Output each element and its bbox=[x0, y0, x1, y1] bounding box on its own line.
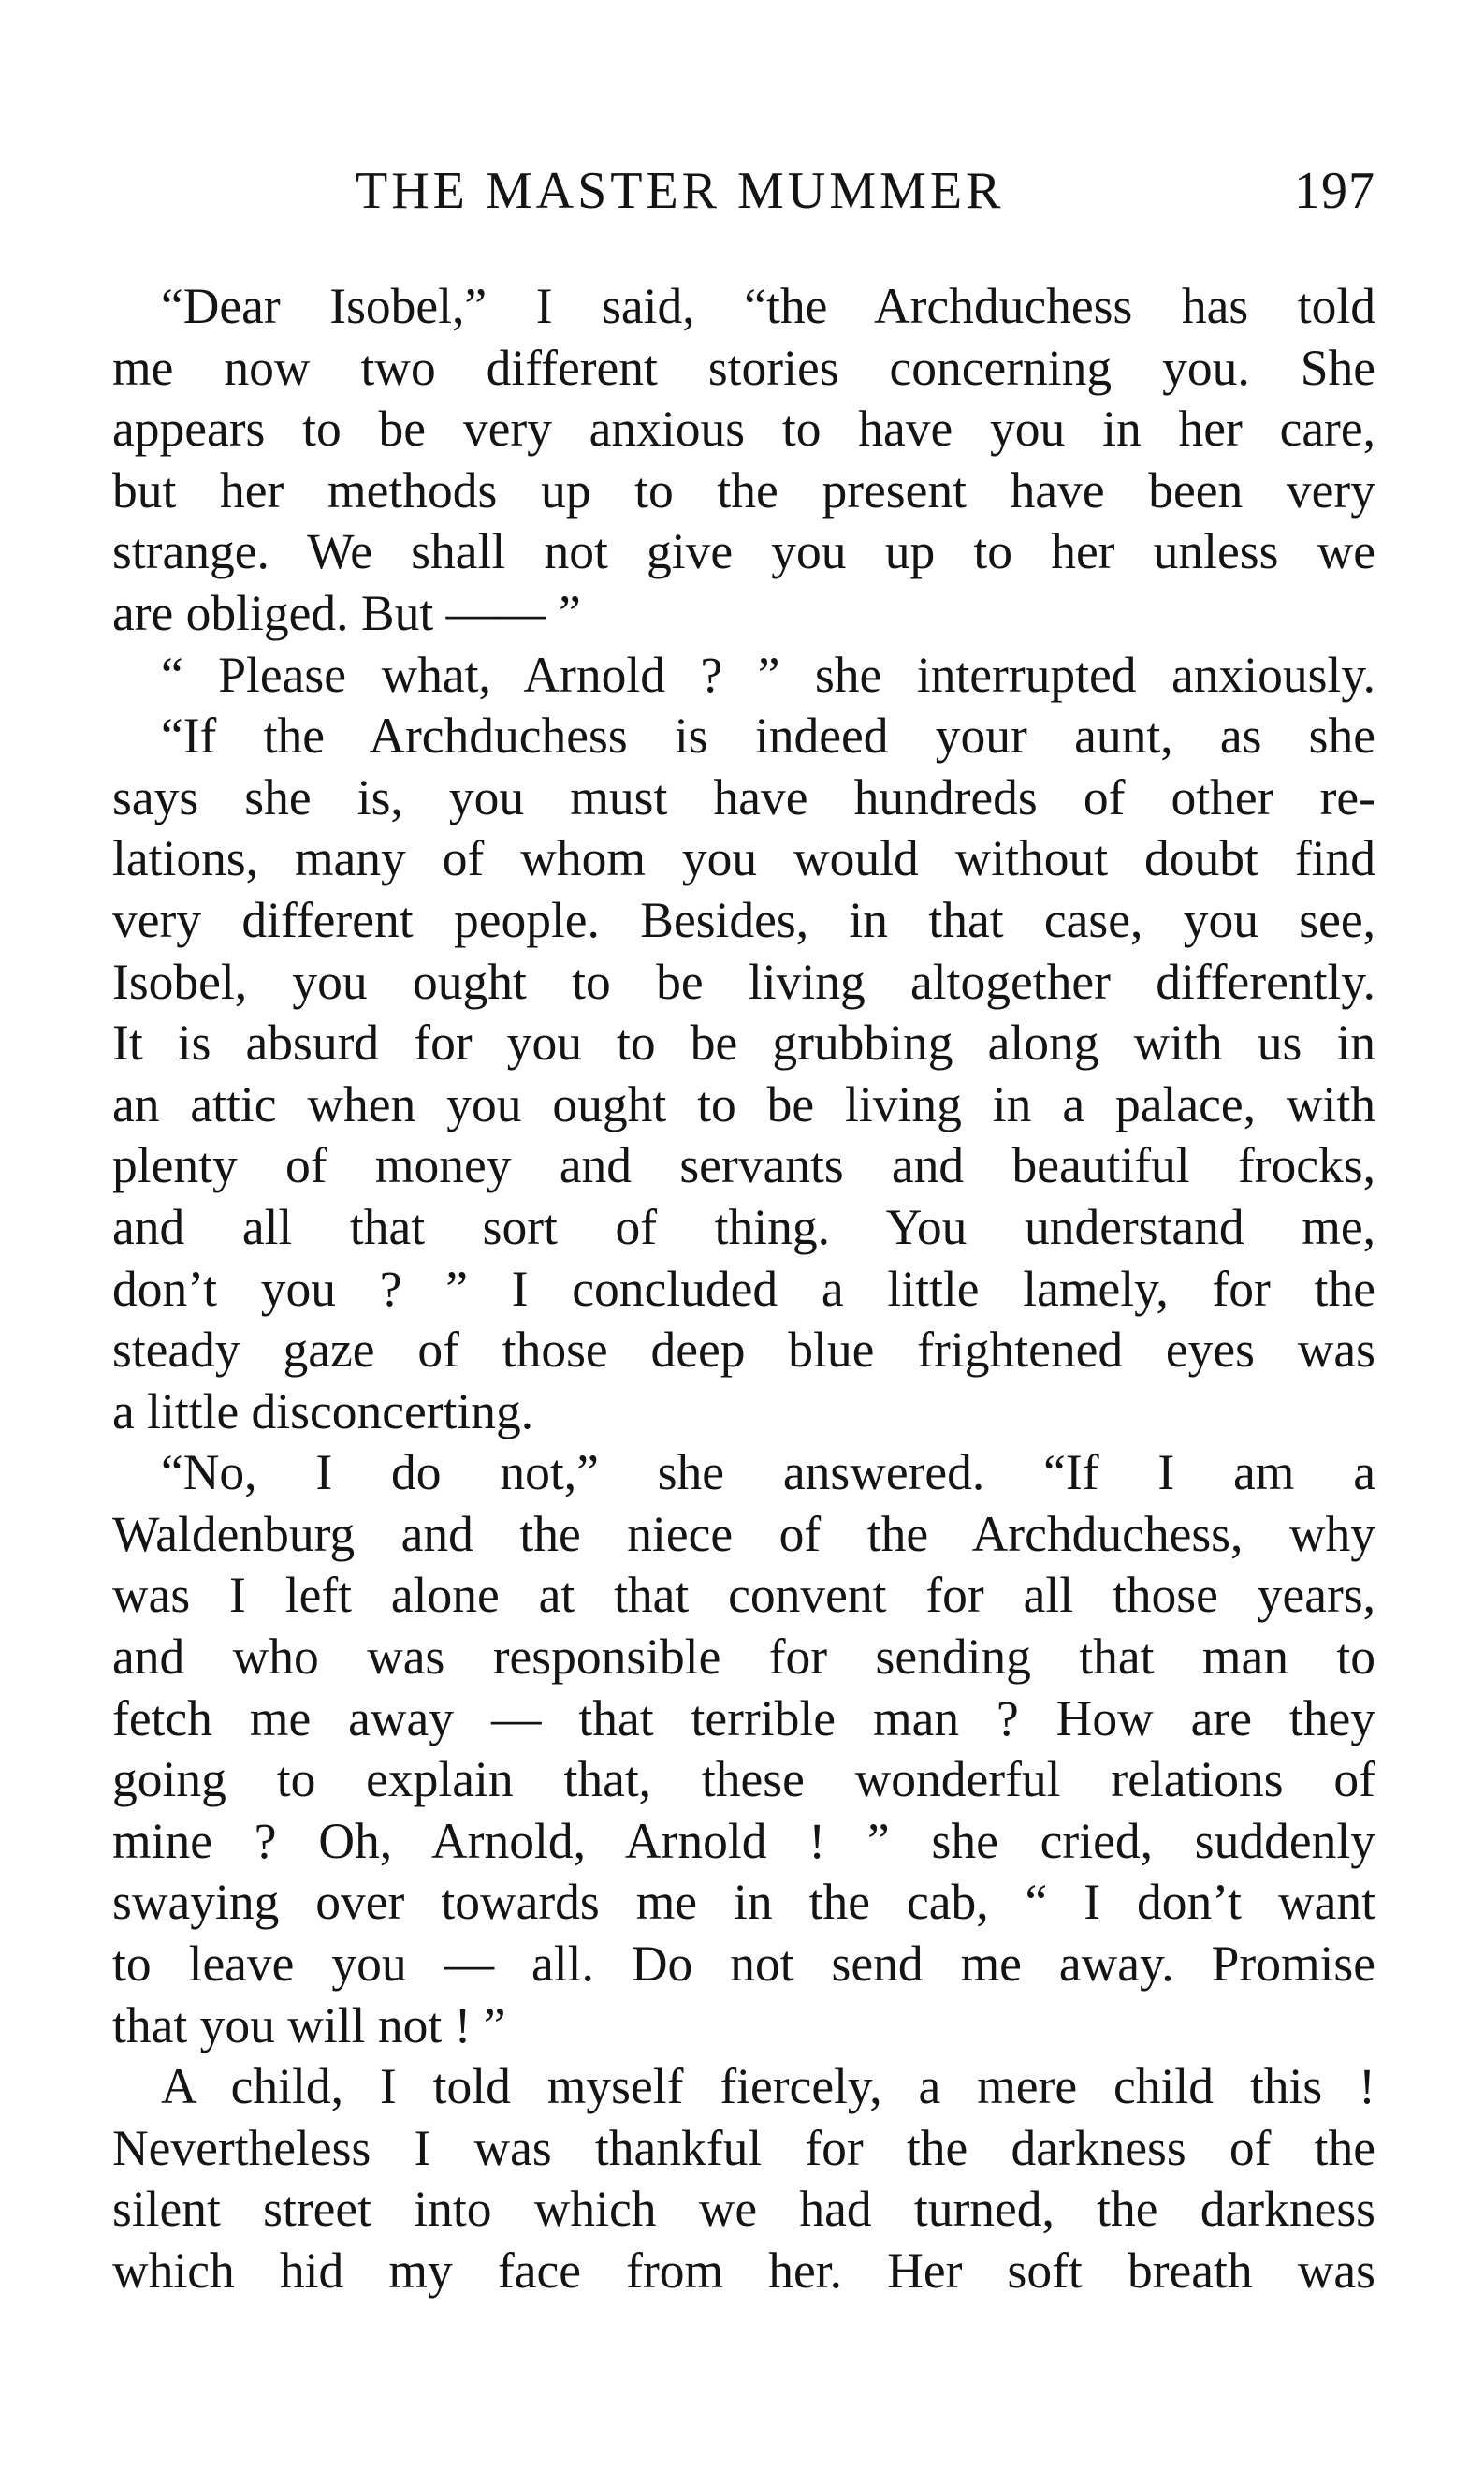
text-line: an attic when you ought to be living in a palace, with bbox=[112, 1075, 1375, 1132]
text-line: appears to be very anxious to have you in her care, bbox=[112, 401, 1375, 458]
text-line: Waldenburg and the niece of the Archduchess, why bbox=[112, 1505, 1375, 1562]
text-line: was I left alone at that convent for all those years, bbox=[112, 1567, 1375, 1624]
text-line: “No, I do not,” she answered. “If I am a bbox=[161, 1444, 1375, 1501]
text-line: “Dear Isobel,” I said, “the Archduchess has told bbox=[161, 278, 1375, 334]
text-line: steady gaze of those deep blue frightened eyes was bbox=[112, 1322, 1375, 1379]
text-line: to leave you — all. Do not send me away. Promise bbox=[112, 1936, 1375, 1993]
text-line: A child, I told myself fiercely, a mere child this ! bbox=[161, 2058, 1375, 2115]
text-line: plenty of money and servants and beautiful frocks, bbox=[112, 1137, 1375, 1194]
text-line: Isobel, you ought to be living altogether differently. bbox=[112, 953, 1375, 1010]
text-line: fetch me away — that terrible man ? How are they bbox=[112, 1689, 1375, 1746]
text-line: and all that sort of thing. You understand me, bbox=[112, 1198, 1375, 1255]
text-line: very different people. Besides, in that case, you see, bbox=[112, 891, 1375, 948]
text-line: strange. We shall not give you up to her unless we bbox=[112, 523, 1375, 580]
body-text bbox=[112, 276, 1375, 2302]
text-line: silent street into which we had turned, the darkness bbox=[112, 2181, 1375, 2238]
text-line: It is absurd for you to be grubbing along with us in bbox=[112, 1015, 1375, 1072]
text-line: “ Please what, Arnold ? ” she interrupted anxiously. bbox=[161, 646, 1375, 703]
text-line: are obliged. But —— ” bbox=[112, 584, 581, 641]
text-line: mine ? Oh, Arnold, Arnold ! ” she cried, suddenly bbox=[112, 1812, 1375, 1869]
text-line: lations, many of whom you would without doubt find bbox=[112, 830, 1375, 887]
page-number: 197 bbox=[1294, 162, 1375, 220]
running-title: THE MASTER MUMMER bbox=[356, 162, 1005, 220]
text-line: that you will not ! ” bbox=[112, 1996, 506, 2053]
text-line: Nevertheless I was thankful for the darkness of the bbox=[112, 2119, 1375, 2176]
text-line: and who was responsible for sending that man to bbox=[112, 1629, 1375, 1686]
text-line: a little disconcerting. bbox=[112, 1382, 534, 1439]
text-line: which hid my face from her. Her soft breath was bbox=[112, 2243, 1375, 2299]
text-line: “If the Archduchess is indeed your aunt, as she bbox=[161, 708, 1375, 765]
text-line: but her methods up to the present have been very bbox=[112, 461, 1375, 519]
text-line: says she is, you must have hundreds of other re- bbox=[112, 768, 1375, 825]
page-header bbox=[356, 161, 1375, 226]
text-line: swaying over towards me in the cab, “ I don’t want bbox=[112, 1874, 1375, 1931]
text-line: me now two different stories concerning you. She bbox=[112, 339, 1375, 396]
text-line: going to explain that, these wonderful relations of bbox=[112, 1751, 1375, 1808]
text-line: don’t you ? ” I concluded a little lamely, for the bbox=[112, 1260, 1375, 1317]
